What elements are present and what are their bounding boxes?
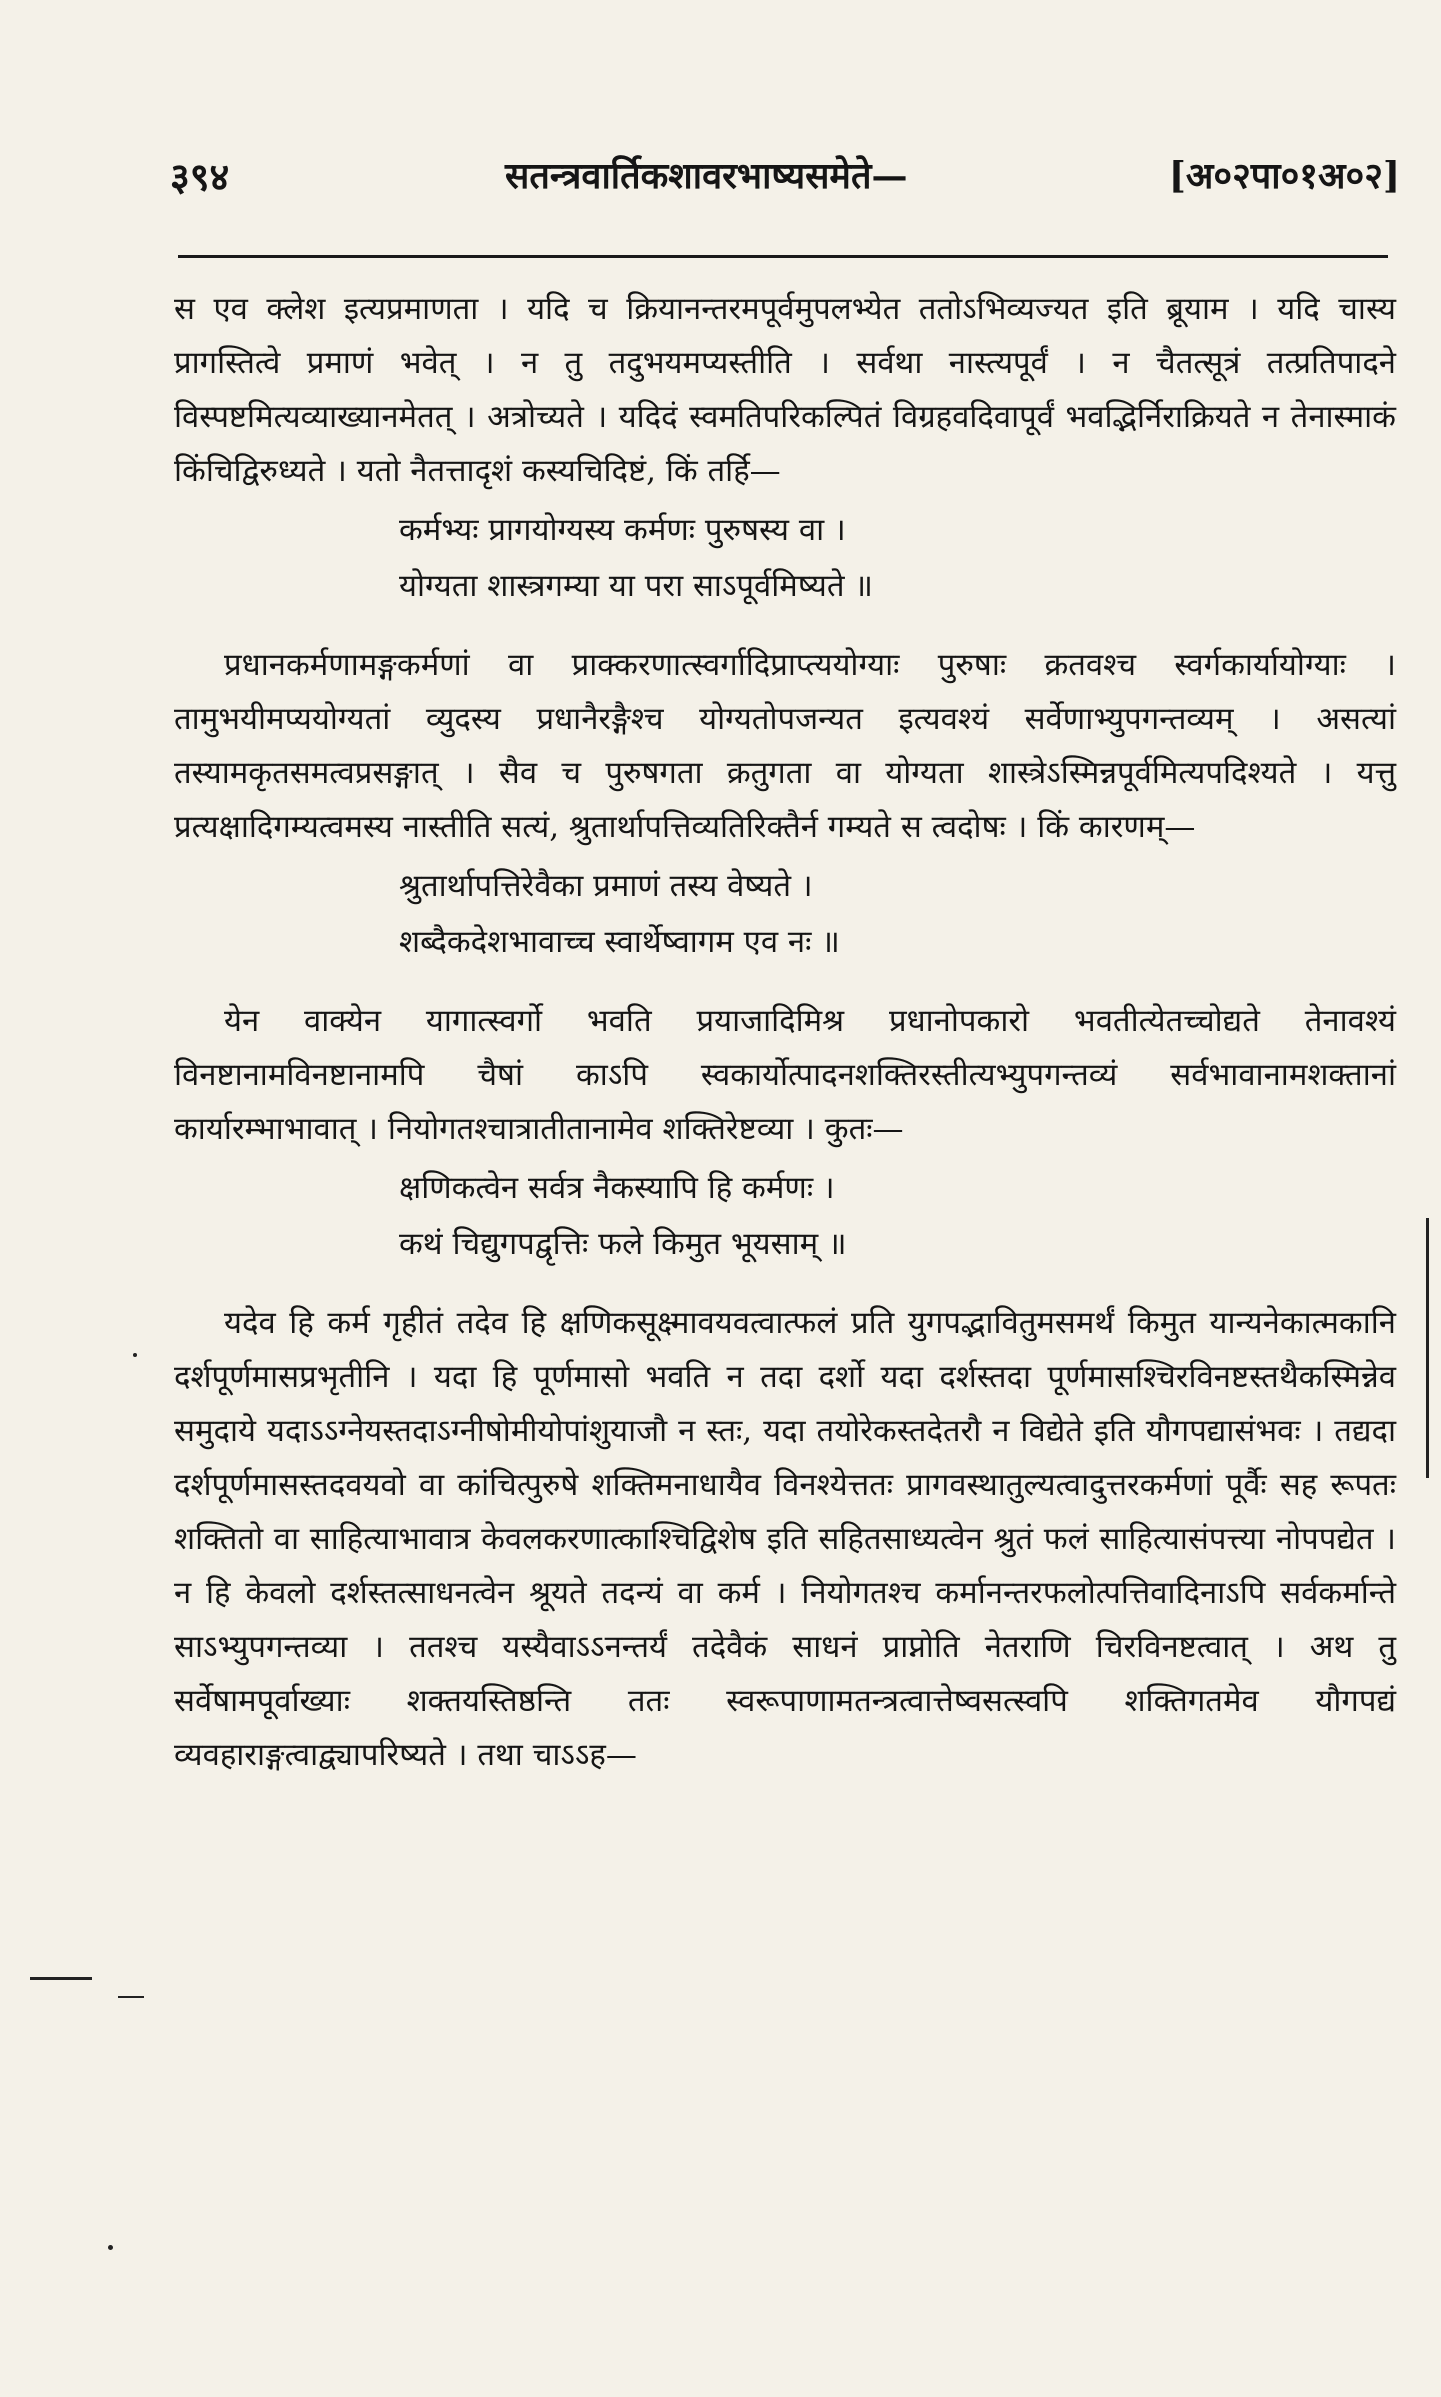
verse-1-line-2: योग्यता शास्त्रगम्या या परा साऽपूर्वमिष्यते ॥ xyxy=(399,568,873,604)
verse-2-line-1: श्रुतार्थापत्तिरेवैका प्रमाणं तस्य वेष्यते । xyxy=(399,868,813,904)
margin-mark xyxy=(133,1353,137,1357)
verse-3-line-2: कथं चिद्युगपद्वृत्तिः फले किमुत भूयसाम् ॥ xyxy=(399,1226,847,1262)
margin-mark xyxy=(1426,1218,1429,1478)
paragraph-4: यदेव हि कर्म गृहीतं तदेव हि क्षणिकसूक्ष्मावयवत्वात्फलं प्रति युगपद्भावितुमसमर्थं किमुत यान्यनेकात्मकानि दर्शपूर्णमासप्रभृतीनि । यदा हि पूर्णमासो भवति न तदा दर्शो यदा दर्शस्तदा पूर्णमासश्चिरविनष्टस्तथैकस्मिन्नेव समुदाये यदाऽऽग्नेयस्तदाऽग्नीषोमीयोपांशुयाजौ न स्तः, यदा तयोरेकस्तदेतरौ न विद्येते इति यौगपद्यासंभवः । तद्यदा दर्शपूर्णमासस्तदवयवो वा कांचित्पुरुषे शक्तिमनाधायैव विनश्येत्ततः प्रागवस्थातुल्यत्वादुत्तरकर्मणां पूर्वैः सह रूपतः शक्तितो वा साहित्याभावात्र केवलकरणात्काश्चिद्विशेष इति सहितसाध्यत्वेन श्रुतं फलं साहित्यासंपत्त्या नोपपद्येत । न हि केवलो दर्शस्तत्साधनत्वेन श्रूयते तदन्यं वा कर्म । नियोगतश्च कर्मानन्तरफलोत्पत्तिवादिनाऽपि सर्वकर्मान्ते साऽभ्युपगन्तव्या । ततश्च यस्यैवाऽऽनन्तर्यं तदेवैकं साधनं प्राप्नोति नेतराणि चिरविनष्टत्वात् । अथ तु सर्वेषामपूर्वाख्याः शक्तयस्तिष्ठन्ति ततः स्वरूपाणामतन्त्रत्वात्तेष्वसत्स्वपि शक्तिगतमेव यौगपद्यं व्यवहाराङ्गत्वाद्व्यापरिष्यते । तथा चाऽऽह— xyxy=(174,1305,1396,1773)
verse-3-line-1: क्षणिकत्वेन सर्वत्र नैकस्यापि हि कर्मणः । xyxy=(399,1170,835,1206)
paragraph-2: प्रधानकर्मणामङ्गकर्मणां वा प्राक्करणात्स्वर्गादिप्राप्त्ययोग्याः पुरुषाः क्रतवश्च स्वर्गकार्यायोग्याः । तामुभयीमप्ययोग्यतां व्युदस्य प्रधानैरङ्गैश्च योग्यतोपजन्यत इत्यवश्यं सर्वेणाभ्युपगन्तव्यम् । असत्यां तस्यामकृतसमत्वप्रसङ्गात् । सैव च पुरुषगता क्रतुगता वा योग्यता शास्त्रेऽस्मिन्नपूर्वमित्यपदिश्यते । यत्तु प्रत्यक्षादिगम्यत्वमस्य नास्तीति सत्यं, श्रुतार्थापत्तिव्यतिरिक्तैर्न गम्यते स त्वदोषः । किं कारणम्— xyxy=(174,647,1396,845)
verse-1-line-1: कर्मभ्यः प्रागयोग्यस्य कर्मणः पुरुषस्य वा । xyxy=(399,512,846,548)
margin-mark xyxy=(118,1996,144,1998)
section-reference: [अ०२पा०१अ०२] xyxy=(1168,155,1400,197)
verse-3 xyxy=(399,1160,1396,1272)
margin-mark xyxy=(108,2245,113,2250)
page-body xyxy=(174,282,1396,1782)
verse-2 xyxy=(399,858,1396,970)
verse-1 xyxy=(399,502,1396,614)
running-title: सतन्त्रवार्तिकशावरभाष्यसमेते— xyxy=(505,155,908,197)
header-rule xyxy=(178,255,1388,258)
page-header xyxy=(170,150,1400,210)
margin-mark xyxy=(30,1977,92,1980)
verse-2-line-2: शब्दैकदेशभावाच्च स्वार्थेष्वागम एव नः ॥ xyxy=(399,924,840,960)
page-number: ३९४ xyxy=(170,154,230,199)
paragraph-3: येन वाक्येन यागात्स्वर्गो भवति प्रयाजादिमिश्र प्रधानोपकारो भवतीत्येतच्चोद्यते तेनावश्यं विनष्टानामविनष्टानामपि चैषां काऽपि स्वकार्योत्पादनशक्तिरस्तीत्यभ्युपगन्तव्यं सर्वभावानामशक्तानां कार्यारम्भाभावात् । नियोगतश्चात्रातीतानामेव शक्तिरेष्टव्या । कुतः— xyxy=(174,1003,1396,1147)
paragraph-1: स एव क्लेश इत्यप्रमाणता । यदि च क्रियानन्तरमपूर्वमुपलभ्येत ततोऽभिव्यज्यत इति ब्रूयाम । यदि चास्य प्रागस्तित्वे प्रमाणं भवेत् । न तु तदुभयमप्यस्तीति । सर्वथा नास्त्यपूर्वं । न चैतत्सूत्रं तत्प्रतिपादने विस्पष्टमित्यव्याख्यानमेतत् । अत्रोच्यते । यदिदं स्वमतिपरिकल्पितं विग्रहवदिवापूर्वं भवद्भिर्निराक्रियते न तेनास्माकं किंचिद्विरुध्यते । यतो नैतत्तादृशं कस्यचिदिष्टं, किं तर्हि— xyxy=(174,291,1396,489)
